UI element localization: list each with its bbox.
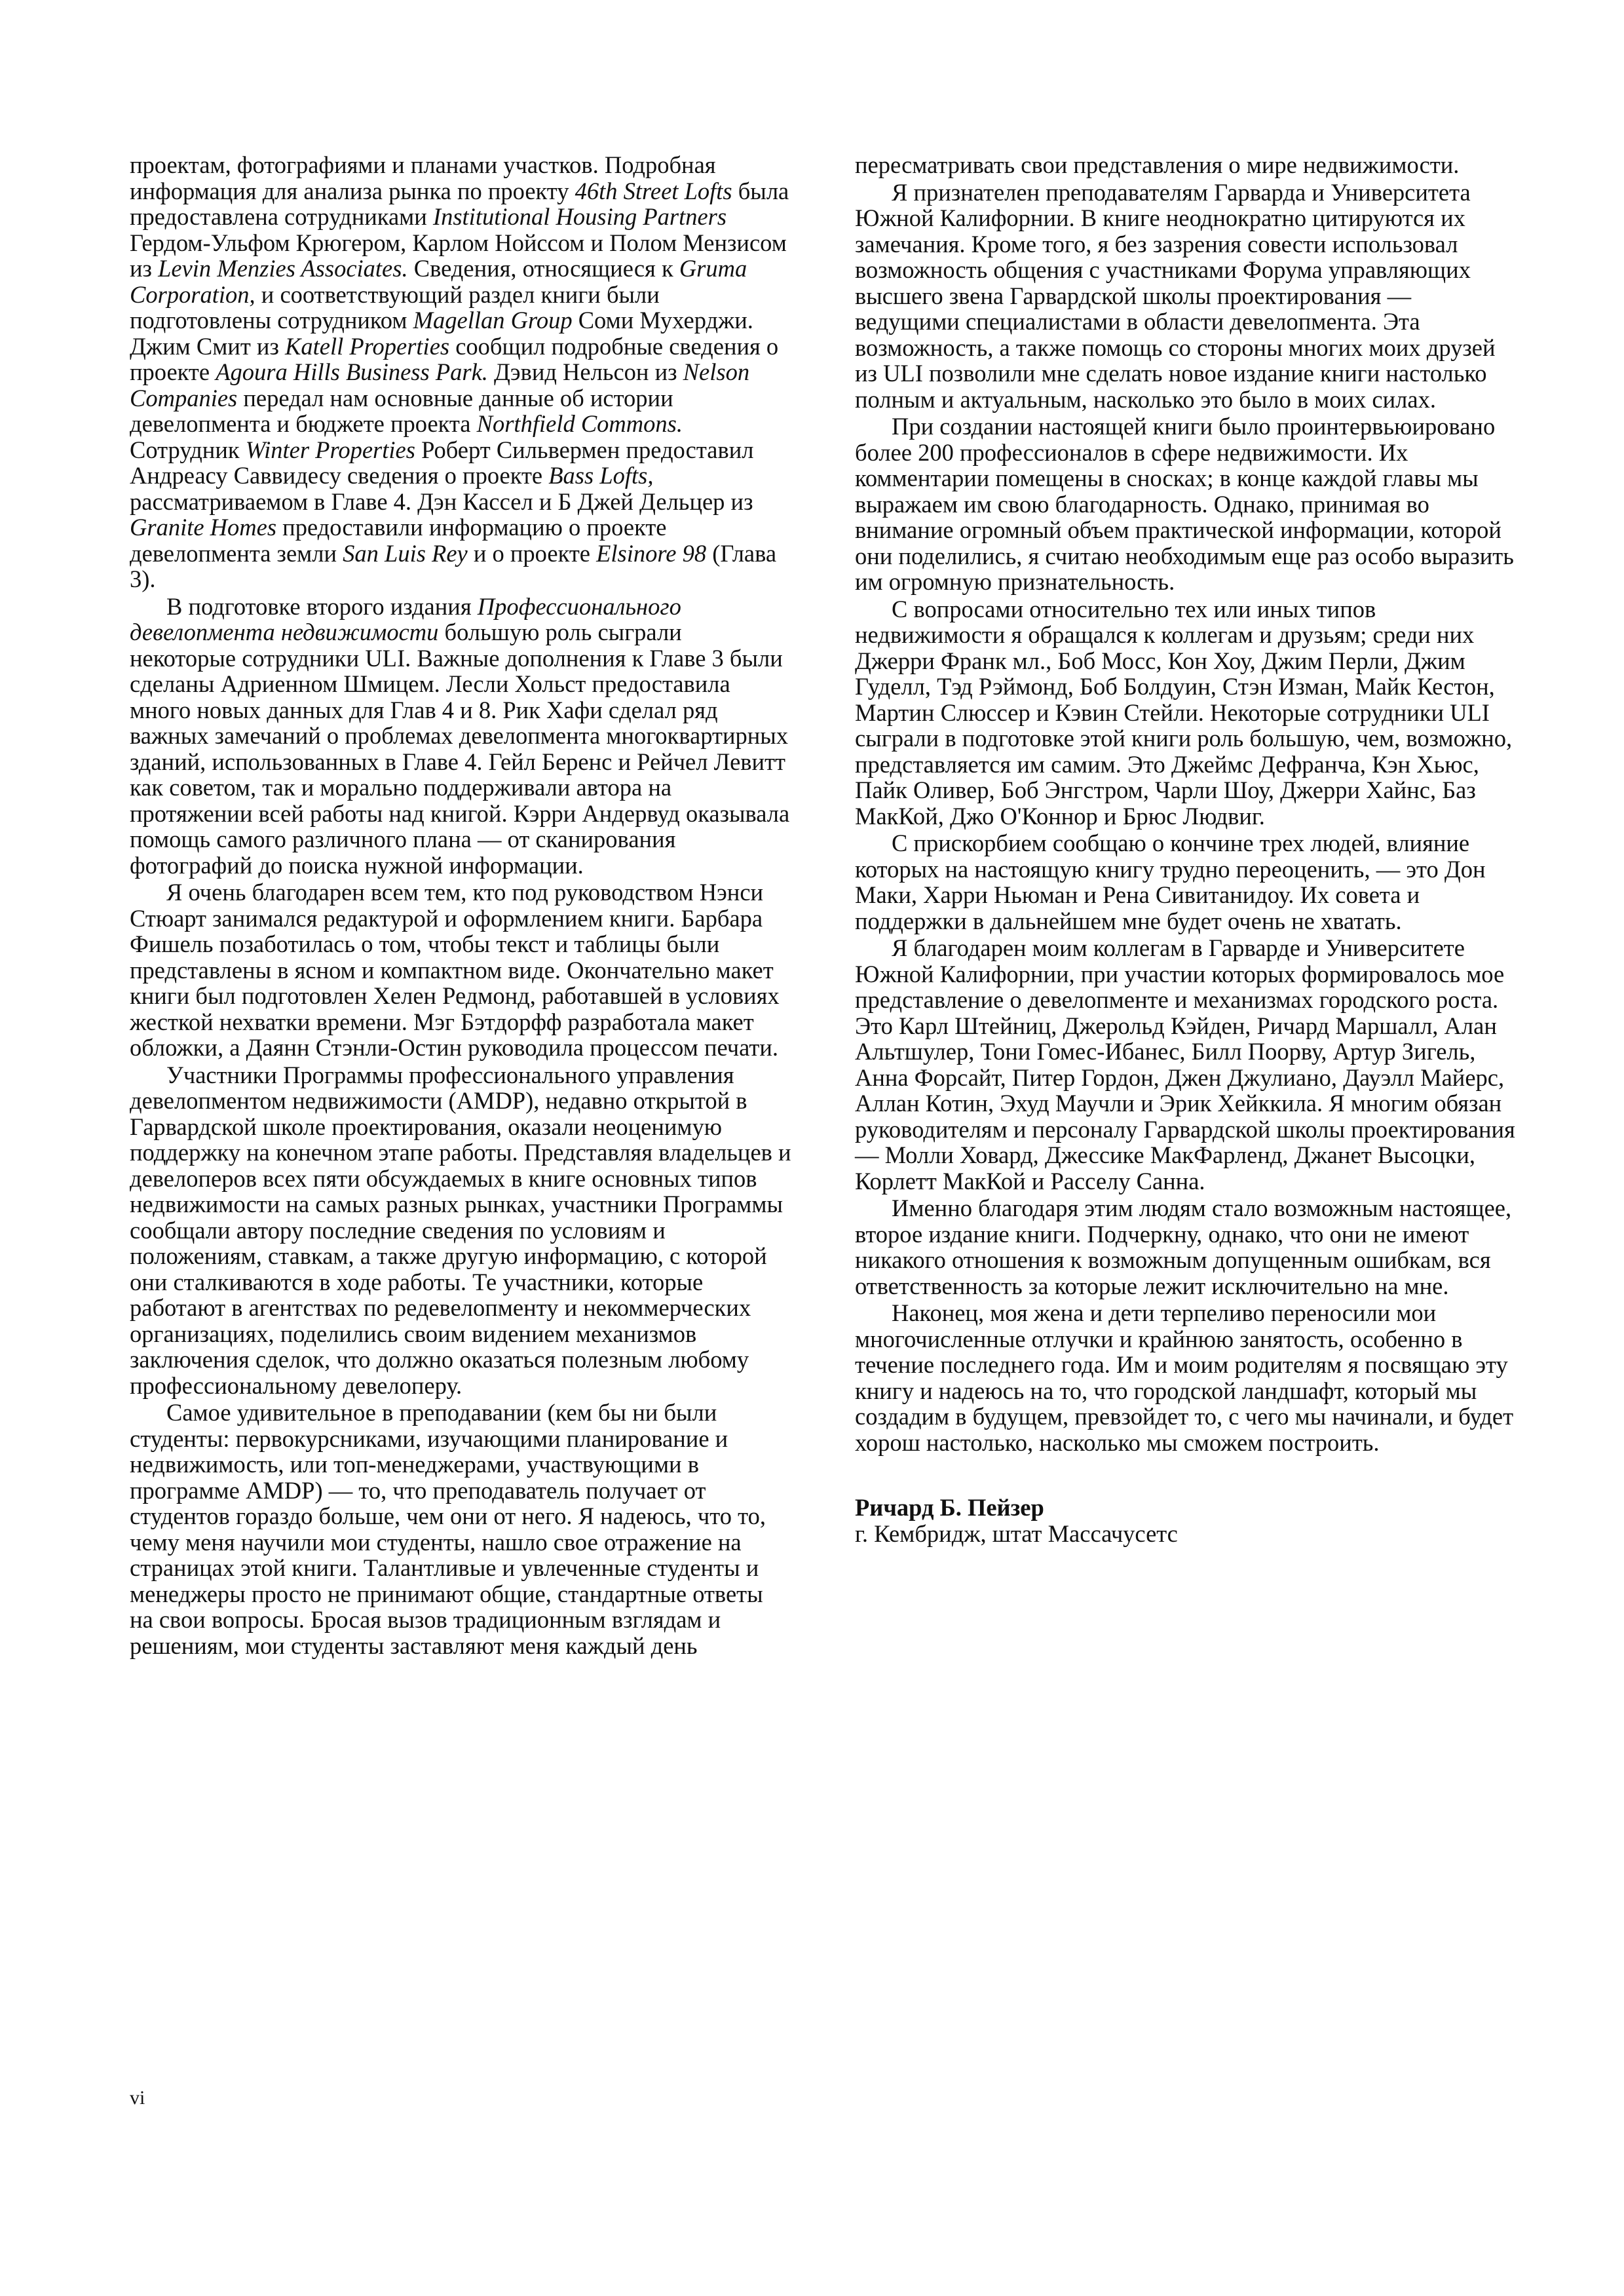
paragraph	[855, 830, 1517, 934]
paragraph	[130, 879, 791, 1061]
right-column	[855, 152, 1517, 1546]
text-run: Гердом-Ульфом Крюгером, Карлом Нойссом и Полом Мензисом из	[130, 229, 787, 282]
text-run: Соми Мухерджи. Джим Смит из	[130, 307, 753, 360]
text-run: Я признателен преподавателям Гарварда и Университета Южной Калифорнии. В книге неоднократно цитируются их замечания. Кроме того, я без зазрения совести использовал возможность общения с участниками Форума управляющих высшего звена Гарвардской школы проектирования — ведущими специалистами в области девелопмента. Эта возможность, а также помощь со стороны многих моих друзей из ULI позволили мне сделать новое издание книги настолько полным и актуальным, насколько это было в моих силах.	[855, 178, 1496, 413]
italic-term: Magellan Group	[413, 307, 573, 334]
text-run: и о проекте	[467, 539, 597, 567]
text-run: Наконец, моя жена и дети терпеливо переносили мои многочисленные отлучки и крайнюю занятость, особенно в течение последнего года. Им и моим родителям я посвящаю эту книгу и надеюсь на то, что городской ландшафт, который мы создадим в будущем, превзойдет то, с чего мы начинали, и будет хорош настолько, насколько мы сможем построить.	[855, 1299, 1514, 1456]
text-run: была предоставлена сотрудниками	[130, 177, 789, 230]
text-run: С вопросами относительно тех или иных типов недвижимости я обращался к коллегам и друзьям; среди них Джерри Франк мл., Боб Мосс, Кон Хоу, Джим Перли, Джим Гуделл, Тэд Рэймонд, Боб Болдуин, Стэн Изман, Майк Кестон, Мартин Слюссер и Кэвин Стейли. Некоторые сотрудники ULI сыграли в подготовке этой книги роль большую, чем, возможно, представляется им самим. Это Джеймс Дефранча, Кэн Хьюс, Пайк Оливер, Боб Энгстром, Чарли Шоу, Джерри Хайнс, Баз МакКой, Джо О'Коннор и Брюс Людвиг.	[855, 595, 1513, 830]
text-run: (Глава 3).	[130, 539, 777, 592]
paragraph	[855, 596, 1517, 830]
text-run: сообщил подробные сведения о проекте	[130, 332, 779, 385]
paragraph	[130, 1400, 791, 1658]
text-run: Именно благодаря этим людям стало возможным настоящее, второе издание книги. Подчеркну, однако, что они не имеют никакого отношения к возможным допущенным ошибкам, вся ответственность за которые лежит исключительно на мне.	[855, 1195, 1512, 1299]
text-run: Я благодарен моим коллегам в Гарварде и Университете Южной Калифорнии, при участии которых формировалось мое представление о девелопменте и механизмах городского роста. Это Карл Штейниц, Джерольд Кэйден, Ричард Маршалл, Алан Альтшулер, Тони Гомес-Ибанес, Билл Поорву, Артур Зигель, Анна Форсайт, Питер Гордон, Джен Джулиано, Дауэлл Майерс, Аллан Котин, Эхуд Маучли и Эрик Хейккила. Я многим обязан руководителям и персоналу Гарвардской школы проектирования — Молли Ховард, Джессике МакФарленд, Джанет Высоцки, Корлетт МакКой и Расселу Санна.	[855, 934, 1515, 1195]
left-column	[130, 152, 791, 1658]
page-number: vi	[130, 2087, 145, 2109]
paragraph	[130, 594, 791, 879]
text-run: С прискорбием сообщаю о кончине трех людей, влияние которых на настоящую книгу трудно переоценить, — это Дон Маки, Харри Ньюман и Рена Сивитанидоу. Их совета и поддержки в дальнейшем мне будет очень не хватать.	[855, 830, 1486, 934]
italic-term: Elsinore 98	[596, 539, 707, 567]
text-run: большую роль сыграли некоторые сотрудники ULI. Важные дополнения к Главе 3 были сделаны Адриенном Шмицем. Лесли Хольст предоставила много новых данных для Глав 4 и 8. Рик Хафи сделал ряд важных замечаний о проблемах девелопмента многоквартирных зданий, использованных в Главе 4. Гейл Беренс и Рейчел Левитт как советом, так и морально поддерживали автора на протяжении всей работы над книгой. Кэрри Андервуд оказывала помощь самого различного плана — от сканирования фотографий до поиска нужной информации.	[130, 619, 790, 879]
text-run: рассматриваемом в Главе 4. Дэн Кассел и Б Джей Дельцер из	[130, 488, 753, 515]
text-run: Роберт Сильвермен предоставил Андреасу Саввидесу сведения о проекте	[130, 436, 754, 489]
text-run: Самое удивительное в преподавании (кем бы ни были студенты: первокурсниками, изучающими планирование и недвижимость, или топ-менеджерами, участвующими в программе AMDP) — то, что преподаватель получает от студентов гораздо больше, чем они от него. Я надеюсь, что то, чему меня научили мои студенты, нашло свое отражение на страницах этой книги. Талантливые и увлеченные студенты и менеджеры просто не принимают общие, стандартные ответы на свои вопросы. Бросая вызов традиционным взглядам и решениям, мои студенты заставляют меня каждый день	[130, 1399, 766, 1659]
signature	[855, 1495, 1517, 1546]
text-run: предоставили информацию о проекте девелопмента земли	[130, 514, 667, 567]
paragraph	[130, 152, 791, 592]
paragraph	[855, 1300, 1517, 1455]
italic-term: San Luis Rey	[343, 539, 468, 567]
italic-term: Winter Properties	[245, 436, 415, 463]
text-run: проектам, фотографиями и планами участков. Подробная информация для анализа рынка по проекту	[130, 151, 716, 204]
italic-term: 46th Street Lofts	[575, 177, 732, 204]
paragraph	[855, 935, 1517, 1194]
italic-term: Institutional Housing Partners	[432, 203, 727, 230]
text-run: При создании настоящей книги было проинтервьюировано более 200 профессионалов в сфере недвижимости. Их комментарии помещены в сносках; в конце каждой главы мы выражаем им свою благодарность. Однако, принимая во внимание огромный объем практической информации, которой они поделились, я считаю необходимым еще раз особо выразить им огромную признательность.	[855, 413, 1514, 595]
text-run: Участники Программы профессионального управления девелопментом недвижимости (AMDP), недавно открытой в Гарвардской школе проектирования, оказали неоценимую поддержку на конечном этапе работы. Представляя владельцев и девелоперов всех пяти обсуждаемых в книге основных типов недвижимости на самых разных рынках, участники Программы сообщали автору последние сведения по условиям и положениям, ставкам, а также другую информацию, с которой они сталкиваются в ходе работы. Те участники, которые работают в агентствах по редевелопменту и некоммерческих организациях, поделились своим видением механизмов заключения сделок, что должно оказаться полезным любому профессиональному девелоперу.	[130, 1061, 791, 1399]
italic-term: Katell Properties	[285, 332, 450, 360]
paragraph	[855, 1195, 1517, 1299]
signature-name: Ричард Б. Пейзер	[855, 1494, 1044, 1521]
italic-term: Granite Homes	[130, 514, 277, 541]
text-run: пересматривать свои представления о мире недвижимости.	[855, 151, 1460, 178]
paragraph	[855, 152, 1517, 178]
italic-term: Профессионального девелопмента недвижимости	[130, 592, 681, 645]
text-run: В подготовке второго издания	[166, 592, 478, 620]
signature-place: г. Кембридж, штат Массачусетс	[855, 1520, 1178, 1547]
text-run: Дэвид Нельсон из	[487, 358, 683, 385]
italic-term: Nelson Companies	[130, 358, 750, 411]
italic-term: Bass Lofts,	[548, 462, 654, 489]
text-run: передал нам основные данные об истории девелопмента и бюджете проекта	[130, 384, 673, 437]
right-column-body	[855, 152, 1517, 1455]
italic-term: Levin Menzies Associates.	[158, 255, 408, 282]
paragraph	[855, 180, 1517, 413]
paragraph	[855, 413, 1517, 595]
text-run: Сведения, относящиеся к	[407, 255, 679, 282]
italic-term: Agoura Hills Business Park.	[216, 358, 488, 385]
italic-term: Northfield Commons.	[476, 410, 683, 437]
italic-term: Gruma Corporation,	[130, 255, 747, 308]
text-run: и соответствующий раздел книги были подготовлены сотрудником	[130, 280, 660, 334]
text-run: Сотрудник	[130, 436, 246, 463]
text-run: Я очень благодарен всем тем, кто под руководством Нэнси Стюарт занимался редактурой и оформлением книги. Барбара Фишель позаботилась о том, чтобы текст и таблицы были представлены в ясном и компактном виде. Окончательно макет книги был подготовлен Хелен Редмонд, работавшей в условиях жесткой нехватки времени. Мэг Бэтдорфф разработала макет обложки, а Даянн Стэнли-Остин руководила процессом печати.	[130, 879, 780, 1061]
paragraph	[130, 1062, 791, 1399]
